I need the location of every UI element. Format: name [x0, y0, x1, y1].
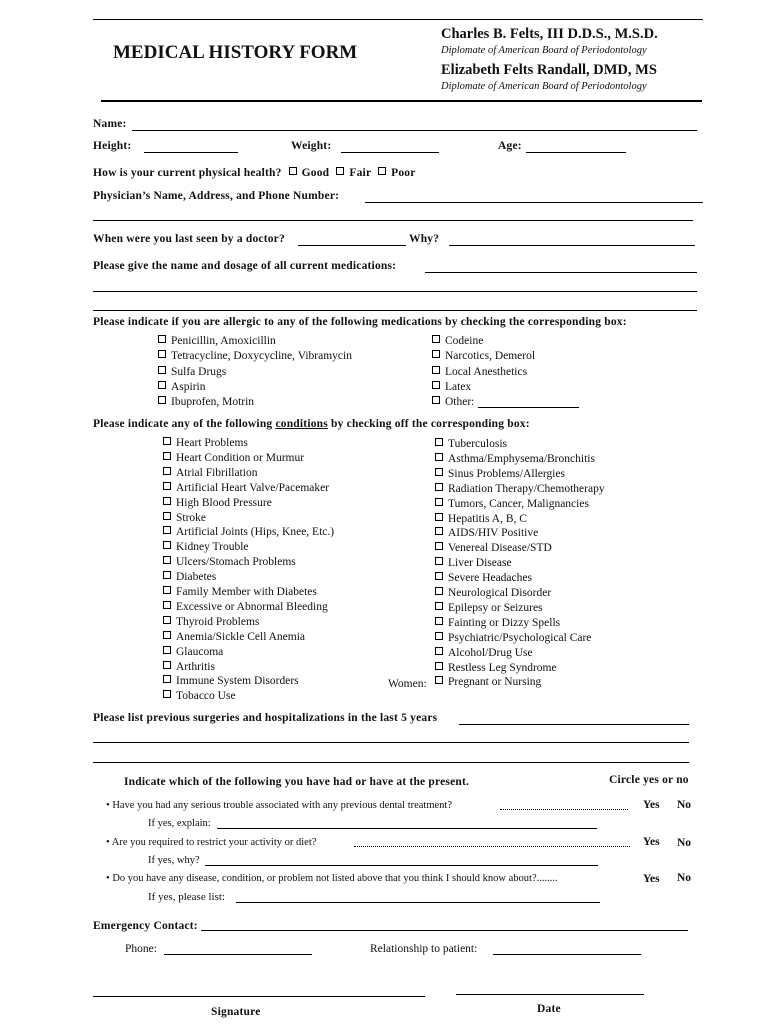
condition-label: Ulcers/Stomach Problems [176, 556, 296, 569]
condition-checkbox[interactable] [435, 453, 443, 461]
name-field[interactable] [132, 130, 697, 131]
yesno-heading: Indicate which of the following you have had or have at the present. [124, 776, 470, 788]
condition-label: Heart Problems [176, 437, 248, 449]
condition-checkbox[interactable] [435, 557, 443, 565]
condition-checkbox[interactable] [435, 572, 443, 580]
condition-item[interactable] [163, 437, 248, 449]
allergy-item[interactable] [432, 381, 471, 393]
condition-label: Glaucoma [176, 645, 224, 658]
medications-field-line3[interactable] [93, 310, 697, 311]
condition-checkbox[interactable] [435, 498, 443, 506]
allergy-item[interactable] [432, 396, 474, 408]
conditions-heading [93, 418, 530, 430]
condition-checkbox[interactable] [435, 617, 443, 625]
allergy-label: Aspirin [171, 380, 206, 393]
condition-checkbox[interactable] [163, 541, 171, 549]
q2-follow-label: If yes, why? [148, 855, 200, 866]
condition-item[interactable] [435, 557, 512, 569]
condition-checkbox[interactable] [163, 526, 171, 534]
emergency-contact-label: Emergency Contact: [93, 920, 198, 932]
relationship-label: Relationship to patient: [370, 943, 478, 955]
condition-label: Radiation Therapy/Chemotherapy [448, 482, 605, 495]
condition-item[interactable] [163, 571, 216, 583]
surgeries-label: Please list previous surgeries and hospitalizations in the last 5 years [93, 712, 438, 724]
allergy-item[interactable] [158, 366, 226, 378]
condition-checkbox[interactable] [163, 571, 171, 579]
weight-field[interactable] [341, 152, 439, 153]
condition-checkbox[interactable] [435, 513, 443, 521]
condition-item[interactable] [163, 631, 305, 643]
condition-label: Anemia/Sickle Cell Anemia [176, 630, 306, 643]
condition-item[interactable] [163, 482, 329, 494]
question-other-text: Do you have any disease, condition, or problem not listed above that you think I should know about?........ [112, 873, 558, 884]
condition-item[interactable] [163, 661, 215, 673]
medications-field[interactable] [425, 272, 697, 273]
condition-label: Diabetes [176, 571, 217, 584]
condition-checkbox[interactable] [163, 452, 171, 460]
condition-item[interactable] [435, 483, 605, 495]
condition-item[interactable] [435, 468, 565, 480]
q1-follow-label: If yes, explain: [148, 818, 211, 829]
condition-item[interactable] [163, 646, 223, 658]
poor-checkbox[interactable] [378, 167, 386, 175]
last-seen-label: When were you last seen by a doctor? [93, 233, 285, 245]
condition-label: Psychiatric/Psychological Care [448, 631, 592, 644]
allergy-checkbox[interactable] [432, 396, 440, 404]
condition-checkbox[interactable] [435, 542, 443, 550]
height-label: Height: [93, 140, 132, 152]
surgeries-field-line3[interactable] [93, 762, 689, 763]
condition-label: Arthritis [176, 660, 215, 673]
emergency-contact-field[interactable] [201, 930, 688, 931]
question-other: • Do you have any disease, condition, or problem not listed above that you think I should know about?........ [106, 873, 558, 884]
relationship-field[interactable] [493, 954, 641, 955]
condition-label: AIDS/HIV Positive [448, 527, 539, 540]
condition-checkbox[interactable] [163, 675, 171, 683]
surgeries-field[interactable] [459, 724, 689, 725]
condition-checkbox[interactable] [163, 556, 171, 564]
q2-no[interactable]: No [677, 837, 692, 849]
allergy-checkbox[interactable] [158, 381, 166, 389]
allergy-label: Codeine [445, 335, 484, 347]
phone-field[interactable] [164, 954, 312, 955]
condition-label: Stroke [176, 511, 207, 524]
q2-why-field[interactable] [205, 865, 598, 866]
conditions-heading-pre: Please indicate any of the following [93, 418, 276, 430]
condition-checkbox[interactable] [435, 468, 443, 476]
condition-item[interactable] [435, 602, 543, 614]
condition-label: Alcohol/Drug Use [448, 646, 533, 659]
condition-label: Thyroid Problems [176, 615, 260, 628]
condition-label: High Blood Pressure [176, 496, 272, 509]
condition-checkbox[interactable] [435, 676, 443, 684]
signature-label: Signature [211, 1006, 261, 1018]
condition-checkbox[interactable] [435, 587, 443, 595]
condition-label: Immune System Disorders [176, 675, 299, 688]
condition-label: Severe Headaches [448, 572, 532, 585]
condition-item[interactable] [435, 587, 551, 599]
question-diet-leader [354, 846, 630, 847]
condition-item[interactable] [163, 497, 272, 509]
condition-checkbox[interactable] [163, 467, 171, 475]
condition-label: Pregnant or Nursing [448, 676, 542, 689]
top-rule [93, 19, 703, 20]
condition-label: Sinus Problems/Allergies [448, 467, 566, 480]
date-line[interactable] [456, 994, 644, 995]
age-field[interactable] [526, 152, 626, 153]
condition-checkbox[interactable] [163, 601, 171, 609]
conditions-heading-post: by checking off the corresponding box: [327, 418, 530, 430]
condition-item[interactable] [163, 512, 206, 524]
condition-item[interactable] [435, 662, 557, 674]
condition-item[interactable] [435, 676, 541, 688]
condition-label: Neurological Disorder [448, 587, 552, 599]
doctor2-name: Elizabeth Felts Randall, DMD, MS [441, 62, 657, 78]
poor-option: Poor [391, 167, 416, 179]
allergy-item[interactable] [158, 335, 276, 347]
condition-item[interactable] [163, 690, 236, 702]
condition-item[interactable] [163, 586, 317, 598]
surgeries-field-line2[interactable] [93, 742, 689, 743]
condition-item[interactable] [435, 498, 589, 510]
condition-item[interactable] [435, 617, 560, 629]
phone-label: Phone: [125, 943, 157, 955]
condition-label: Kidney Trouble [176, 541, 249, 554]
condition-label: Hepatitis A, B, C [448, 512, 527, 525]
allergy-item[interactable] [158, 350, 352, 362]
allergy-item[interactable] [158, 396, 254, 408]
allergy-item[interactable] [432, 335, 483, 347]
date-label: Date [537, 1003, 561, 1015]
last-seen-field[interactable] [298, 245, 406, 246]
condition-item[interactable] [163, 452, 304, 464]
q1-explain-field[interactable] [217, 828, 597, 829]
q2-yes[interactable]: Yes [643, 836, 660, 848]
q1-yes[interactable]: Yes [643, 799, 660, 811]
condition-checkbox[interactable] [435, 662, 443, 670]
condition-label: Artificial Heart Valve/Pacemaker [176, 481, 330, 494]
doctor2-title: Diplomate of American Board of Periodontology [441, 81, 647, 92]
doctor1-name: Charles B. Felts, III D.D.S., M.S.D. [441, 26, 658, 42]
allergy-label: Narcotics, Demerol [445, 350, 536, 363]
allergy-label: Latex [445, 380, 472, 393]
condition-label: Venereal Disease/STD [448, 542, 552, 555]
condition-label: Epilepsy or Seizures [448, 601, 543, 614]
condition-checkbox[interactable] [435, 632, 443, 640]
condition-label: Liver Disease [448, 557, 512, 570]
allergy-item[interactable] [432, 350, 535, 362]
condition-item[interactable] [163, 556, 296, 568]
physician-field-line2[interactable] [93, 220, 693, 221]
other-allergy-field[interactable] [478, 407, 579, 408]
condition-item[interactable] [163, 675, 299, 687]
q3-follow-label: If yes, please list: [148, 891, 225, 903]
condition-checkbox[interactable] [163, 512, 171, 520]
question-diet: • Are you required to restrict your activity or diet? [106, 837, 317, 848]
age-label: Age: [498, 140, 522, 152]
condition-checkbox[interactable] [163, 497, 171, 505]
condition-label: Restless Leg Syndrome [448, 661, 557, 674]
condition-label: Tumors, Cancer, Malignancies [448, 497, 589, 510]
allergy-item[interactable] [432, 366, 527, 378]
allergy-label: Other: [445, 396, 475, 409]
condition-label: Tuberculosis [448, 438, 507, 450]
condition-item[interactable] [163, 541, 249, 553]
why-label: Why? [409, 233, 440, 245]
condition-checkbox[interactable] [163, 661, 171, 669]
condition-checkbox[interactable] [435, 647, 443, 655]
good-checkbox[interactable] [289, 167, 297, 175]
condition-item[interactable] [163, 616, 259, 628]
allergy-label: Penicillin, Amoxicillin [171, 335, 276, 347]
allergy-checkbox[interactable] [158, 350, 166, 358]
condition-checkbox[interactable] [435, 527, 443, 535]
condition-label: Heart Condition or Murmur [176, 451, 305, 464]
circle-yes-no-label: Circle yes or no [609, 774, 689, 786]
form-title: MEDICAL HISTORY FORM [113, 42, 358, 63]
condition-label: Asthma/Emphysema/Bronchitis [448, 452, 595, 465]
allergy-checkbox[interactable] [432, 335, 440, 343]
condition-item[interactable] [435, 513, 527, 525]
question-dental-leader [500, 809, 628, 810]
condition-label: Tobacco Use [176, 690, 236, 703]
medications-field-line2[interactable] [93, 291, 697, 292]
allergy-checkbox[interactable] [158, 396, 166, 404]
condition-label: Fainting or Dizzy Spells [448, 616, 561, 629]
question-diet-text: Are you required to restrict your activity or diet? [111, 837, 317, 848]
allergy-label: Local Anesthetics [445, 365, 528, 378]
allergy-label: Sulfa Drugs [171, 365, 227, 378]
condition-item[interactable] [435, 527, 538, 539]
allergy-item[interactable] [158, 381, 206, 393]
height-field[interactable] [144, 152, 238, 153]
women-label: Women: [388, 678, 427, 690]
condition-checkbox[interactable] [163, 631, 171, 639]
good-option: Good [301, 167, 330, 179]
condition-item[interactable] [435, 647, 533, 659]
condition-label: Family Member with Diabetes [176, 586, 317, 598]
condition-checkbox[interactable] [163, 690, 171, 698]
condition-label: Atrial Fibrillation [176, 466, 258, 479]
health-question [93, 167, 416, 179]
q3-yes[interactable]: Yes [643, 873, 660, 885]
physician-label: Physician’s Name, Address, and Phone Number: [93, 190, 340, 202]
allergy-checkbox[interactable] [432, 366, 440, 374]
allergy-checkbox[interactable] [432, 381, 440, 389]
allergy-label: Tetracycline, Doxycycline, Vibramycin [171, 350, 352, 363]
question-dental-text: Have you had any serious trouble associated with any previous dental treatment? [112, 800, 452, 811]
allergy-checkbox[interactable] [158, 335, 166, 343]
weight-label: Weight: [291, 140, 332, 152]
allergy-label: Ibuprofen, Motrin [171, 396, 255, 409]
condition-item[interactable] [435, 453, 595, 465]
header-rule [101, 100, 702, 102]
health-label: How is your current physical health? [93, 167, 282, 179]
condition-item[interactable] [163, 526, 334, 538]
q3-list-field[interactable] [236, 902, 600, 903]
condition-checkbox[interactable] [163, 616, 171, 624]
question-dental: • Have you had any serious trouble associated with any previous dental treatment? [106, 800, 452, 811]
condition-checkbox[interactable] [163, 482, 171, 490]
fair-checkbox[interactable] [336, 167, 344, 175]
condition-checkbox[interactable] [435, 438, 443, 446]
fair-option: Fair [349, 167, 372, 179]
q1-no[interactable]: No [677, 799, 692, 811]
condition-item[interactable] [435, 572, 532, 584]
condition-checkbox[interactable] [435, 483, 443, 491]
condition-checkbox[interactable] [163, 437, 171, 445]
allergies-heading: Please indicate if you are allergic to any of the following medications by checking the corresponding box: [93, 316, 627, 328]
signature-line[interactable] [93, 996, 425, 997]
why-field[interactable] [449, 245, 695, 246]
condition-item[interactable] [435, 542, 552, 554]
medications-label: Please give the name and dosage of all current medications: [93, 260, 397, 272]
condition-item[interactable] [435, 632, 591, 644]
conditions-heading-underlined: conditions [275, 418, 328, 430]
condition-item[interactable] [163, 601, 328, 613]
name-label: Name: [93, 118, 127, 130]
physician-field[interactable] [365, 202, 703, 203]
condition-checkbox[interactable] [163, 586, 171, 594]
condition-item[interactable] [435, 438, 507, 450]
condition-checkbox[interactable] [435, 602, 443, 610]
doctor1-title: Diplomate of American Board of Periodontology [441, 45, 647, 56]
q3-no[interactable]: No [677, 872, 692, 884]
condition-label: Excessive or Abnormal Bleeding [176, 600, 328, 613]
allergy-checkbox[interactable] [432, 350, 440, 358]
condition-item[interactable] [163, 467, 257, 479]
condition-checkbox[interactable] [163, 646, 171, 654]
condition-label: Artificial Joints (Hips, Knee, Etc.) [176, 526, 335, 539]
allergy-checkbox[interactable] [158, 366, 166, 374]
